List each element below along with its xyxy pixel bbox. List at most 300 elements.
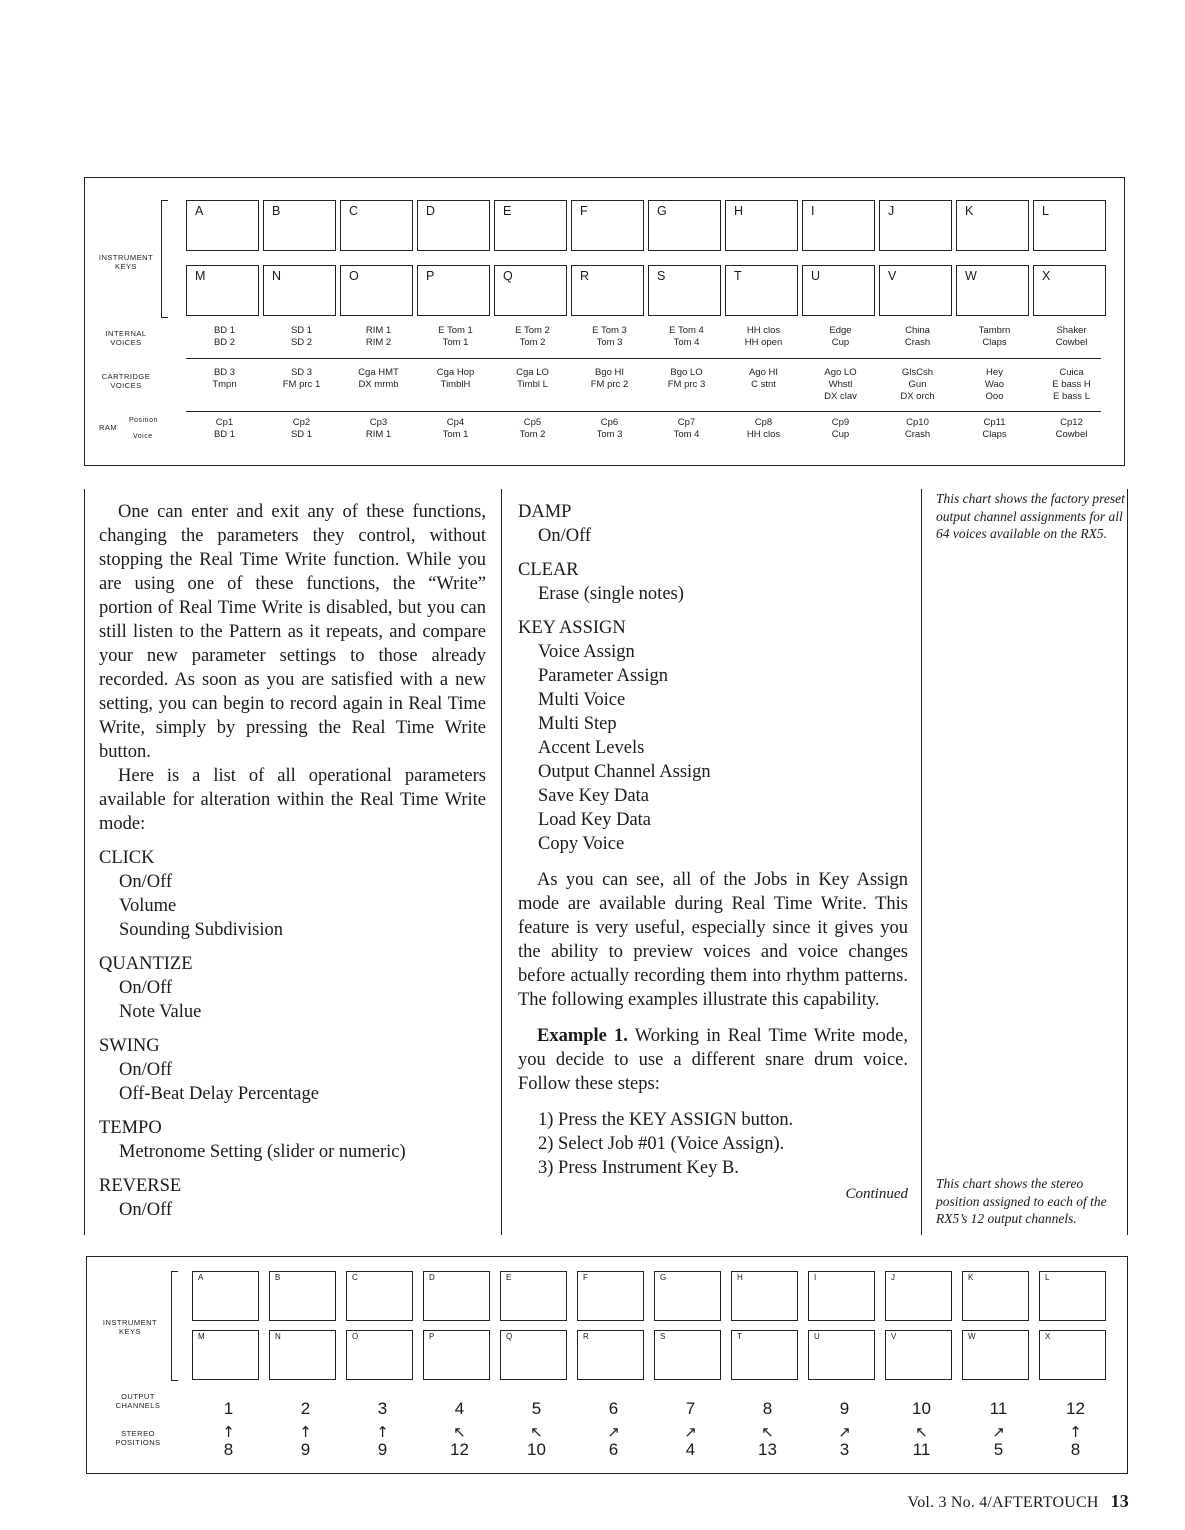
bottom-chart-caption: This chart shows the stereo position assigned to each of the RX5’s 12 output channels. [936, 1176, 1107, 1226]
key-letter: V [888, 269, 897, 283]
voice-cell [417, 417, 494, 441]
instrument-key [885, 1271, 952, 1321]
key-letter: V [891, 1332, 897, 1341]
voice-name: Hey [986, 367, 1003, 378]
parameter-item: Copy Voice [538, 834, 625, 854]
parameter-group [518, 558, 908, 606]
ram-voice: SD 1 [290, 428, 313, 440]
middle-column [518, 500, 908, 1206]
voice-name: Claps [982, 336, 1007, 348]
instrument-key [654, 1330, 721, 1380]
ram-position: Cp6 [600, 417, 619, 428]
parameter-item: Output Channel Assign [538, 762, 711, 782]
parameter-item: Note Value [119, 1002, 202, 1022]
voice-cell [802, 367, 879, 403]
internal-voices-row [186, 325, 1110, 349]
parameter-item: Erase (single notes) [538, 584, 684, 604]
voice-name: Cga Hop [436, 367, 475, 378]
page-number: 13 [1110, 1491, 1129, 1511]
voice-name: E bass H [1052, 378, 1091, 390]
voice-name: Tom 4 [673, 336, 700, 348]
voice-name: Crash [904, 336, 931, 348]
voice-name: E Tom 3 [592, 325, 627, 336]
voice-cell [956, 325, 1033, 349]
ram-voice: RIM 1 [365, 428, 392, 440]
voice-name: Timbl L [517, 378, 548, 390]
channel-number: 10 [912, 1399, 931, 1418]
continued-label: Continued [845, 1186, 908, 1202]
key-letter: N [272, 269, 282, 283]
stereo-position: 4 [685, 1440, 696, 1459]
cartridge-voices-row [186, 367, 1110, 403]
voice-name: Cup [831, 336, 850, 348]
paragraph: Here is a list of all operational parameters available for alteration within the Real Time Write mode: [99, 766, 486, 834]
key-letter: D [426, 204, 436, 218]
voice-name: Cga HMT [358, 367, 399, 378]
parameter-group [99, 846, 486, 942]
ram-position: Cp2 [292, 417, 311, 428]
stereo-arrow-icon: ↗ [684, 1423, 697, 1441]
instrument-key [571, 200, 644, 251]
key-letter: H [737, 1273, 743, 1282]
stereo-position-chart [86, 1256, 1128, 1474]
voice-name: FM prc 1 [282, 378, 321, 390]
instrument-key [269, 1330, 336, 1380]
instrument-key [269, 1271, 336, 1321]
voice-cell [879, 367, 956, 403]
voice-cell [417, 325, 494, 349]
voice-cell [956, 367, 1033, 403]
output-channels-row [190, 1399, 1114, 1419]
parameter-list [518, 500, 908, 856]
ram-voice: Claps [982, 428, 1007, 440]
parameter-item: Metronome Setting (slider or numeric) [119, 1142, 406, 1162]
instrument-key [577, 1330, 644, 1380]
parameter-item: On/Off [538, 526, 592, 546]
voice-cell [1033, 367, 1110, 403]
output-channels-label: OUTPUT CHANNELS [115, 1392, 161, 1410]
stereo-arrow-icon: ↖ [761, 1423, 774, 1441]
voice-name: GlsCsh [901, 367, 934, 378]
voice-name: DX clav [824, 390, 857, 402]
ram-voice: Crash [904, 428, 931, 440]
voice-name: DX orch [900, 390, 935, 402]
voice-name: BD 1 [213, 325, 236, 336]
channel-number: 3 [377, 1399, 388, 1418]
instrument-key [571, 265, 644, 316]
key-letter: F [583, 1273, 588, 1282]
voice-name: Bgo LO [670, 367, 703, 378]
left-column [99, 500, 486, 1222]
voice-name: BD 3 [213, 367, 236, 378]
stereo-position: 5 [993, 1440, 1004, 1459]
channel-number: 12 [1066, 1399, 1085, 1418]
ram-position: Cp10 [906, 417, 929, 428]
stereo-arrow-icon: ↖ [915, 1423, 928, 1441]
voice-name: E bass L [1053, 390, 1090, 402]
ram-position: Cp7 [677, 417, 696, 428]
voice-cell [802, 417, 879, 441]
key-letter: K [968, 1273, 974, 1282]
ram-position: Cp11 [983, 417, 1006, 428]
instrument-key [879, 265, 952, 316]
channel-number: 9 [839, 1399, 850, 1418]
voice-name: RIM 2 [365, 336, 392, 348]
instrument-key [802, 200, 875, 251]
instrument-key [1033, 200, 1106, 251]
instrument-key [885, 1330, 952, 1380]
voice-cell [263, 325, 340, 349]
voice-cell [340, 367, 417, 403]
instrument-key [186, 200, 259, 251]
instrument-key [962, 1330, 1029, 1380]
parameter-item: Save Key Data [538, 786, 649, 806]
voice-cell [725, 325, 802, 349]
instrument-key [956, 265, 1029, 316]
key-letter: B [272, 204, 281, 218]
voice-name: Bgo HI [594, 367, 625, 378]
stereo-position: 10 [527, 1440, 546, 1459]
ram-position: Cp5 [523, 417, 542, 428]
example-paragraph [518, 1024, 908, 1096]
stereo-position: 8 [1070, 1440, 1081, 1459]
voice-cell [648, 417, 725, 441]
ram-voices-row [186, 417, 1110, 441]
voice-name: RIM 1 [365, 325, 392, 336]
ram-label: RAM [99, 423, 118, 432]
voice-name: Tambrn [978, 325, 1011, 336]
key-letter: N [275, 1332, 281, 1341]
key-letter: P [426, 269, 435, 283]
voice-name: Wao [984, 378, 1005, 390]
keys-brace [171, 1271, 178, 1381]
key-letter: S [657, 269, 666, 283]
voice-name: C stnt [751, 378, 776, 390]
instrument-key [802, 265, 875, 316]
internal-voices-label: INTERNAL VOICES [105, 329, 147, 347]
voice-cell [725, 417, 802, 441]
voice-cell [494, 325, 571, 349]
ram-voice: BD 1 [213, 428, 236, 440]
keys-brace [161, 200, 168, 318]
divider [186, 411, 1101, 412]
key-letter: D [429, 1273, 435, 1282]
instrument-key [808, 1271, 875, 1321]
stereo-arrow-icon: ↑ [222, 1423, 235, 1441]
example-title: Example 1. [537, 1026, 628, 1046]
paragraph: One can enter and exit any of these functions, changing the parameters they control, without stopping the Real Time Write function. While you are using one of these functions, the “Write” portion of Real Time Write is disabled, but you can still listen to the Pattern as it repeats, and compare your new parameter settings to those already recorded. As soon as you are satisfied with a new setting, you can begin to record again in Real Time Write, simply by pressing the Real Time Write button. [99, 502, 486, 762]
voice-cell [571, 325, 648, 349]
voice-name: FM prc 3 [667, 378, 706, 390]
voice-name: China [905, 325, 930, 336]
parameter-list [99, 846, 486, 1222]
instrument-key [192, 1330, 259, 1380]
instrument-keys-row-2 [192, 1330, 1106, 1380]
parameter-heading: CLICK [99, 848, 155, 868]
stereo-position: 12 [450, 1440, 469, 1459]
parameter-item: On/Off [119, 872, 173, 892]
instrument-key [494, 265, 567, 316]
key-letter: T [734, 269, 742, 283]
instrument-key [192, 1271, 259, 1321]
key-letter: E [503, 204, 512, 218]
ram-voice: HH clos [746, 428, 781, 440]
page-footer [908, 1491, 1129, 1512]
key-letter: G [657, 204, 667, 218]
ram-position: Cp3 [369, 417, 388, 428]
voice-cell [879, 417, 956, 441]
column-rule-far-right [1127, 489, 1128, 1235]
voice-name: HH clos [746, 325, 781, 336]
stereo-arrow-icon: ↗ [992, 1423, 1005, 1441]
voice-name: Ago HI [748, 367, 779, 378]
stereo-arrow-icon: ↑ [1069, 1423, 1082, 1441]
voice-name: HH open [744, 336, 783, 348]
parameter-group [518, 500, 908, 548]
voice-name: E Tom 1 [438, 325, 473, 336]
key-letter: L [1045, 1273, 1050, 1282]
key-letter: B [275, 1273, 281, 1282]
key-letter: G [660, 1273, 667, 1282]
instrument-key [494, 200, 567, 251]
stereo-arrow-icon: ↑ [299, 1423, 312, 1441]
key-letter: P [429, 1332, 435, 1341]
voice-name: Tom 3 [596, 336, 623, 348]
voice-cell [417, 367, 494, 403]
parameter-group [99, 1116, 486, 1164]
parameter-item: Accent Levels [538, 738, 645, 758]
issue-label: Vol. 3 No. 4/AFTERTOUCH [907, 1494, 1099, 1511]
instrument-key [417, 200, 490, 251]
channel-number: 2 [300, 1399, 311, 1418]
instrument-keys-label: INSTRUMENT KEYS [98, 253, 154, 271]
instrument-key [186, 265, 259, 316]
voice-name: SD 2 [290, 336, 313, 348]
parameter-item: On/Off [119, 1060, 173, 1080]
instrument-key [648, 265, 721, 316]
key-letter: C [352, 1273, 358, 1282]
instrument-key [346, 1330, 413, 1380]
key-letter: R [580, 269, 590, 283]
voice-name: DX mrmb [358, 378, 399, 390]
instrument-key [1039, 1271, 1106, 1321]
stereo-position: 6 [608, 1440, 619, 1459]
parameter-heading: QUANTIZE [99, 954, 193, 974]
voice-assignment-chart [84, 177, 1125, 466]
key-letter: U [811, 269, 821, 283]
key-letter: O [349, 269, 359, 283]
instrument-key [648, 200, 721, 251]
instrument-key [731, 1271, 798, 1321]
parameter-group [99, 1034, 486, 1106]
key-letter: X [1042, 269, 1051, 283]
steps-list [518, 1108, 908, 1180]
ram-voice: Cup [831, 428, 850, 440]
key-letter: I [814, 1273, 817, 1282]
instrument-key [962, 1271, 1029, 1321]
key-letter: M [195, 269, 206, 283]
instrument-key [340, 200, 413, 251]
stereo-arrow-icon: ↗ [838, 1423, 851, 1441]
column-rule-middle [501, 489, 502, 1235]
ram-position: Cp1 [215, 417, 234, 428]
parameter-item: On/Off [119, 1200, 173, 1220]
voice-cell [956, 417, 1033, 441]
parameter-item: Parameter Assign [538, 666, 668, 686]
channel-number: 11 [989, 1399, 1008, 1418]
voice-name: Ooo [985, 390, 1004, 402]
key-letter: A [195, 204, 204, 218]
key-letter: W [965, 269, 977, 283]
stereo-positions-row [190, 1440, 1114, 1460]
parameter-heading: SWING [99, 1036, 160, 1056]
voice-cell [571, 417, 648, 441]
stereo-position: 9 [377, 1440, 388, 1459]
instrument-key [731, 1330, 798, 1380]
ram-voice: Tom 1 [442, 428, 469, 440]
key-letter: U [814, 1332, 820, 1341]
key-letter: J [888, 204, 895, 218]
voice-name: FM prc 2 [590, 378, 629, 390]
parameter-group [518, 616, 908, 856]
stereo-arrow-icon: ↗ [607, 1423, 620, 1441]
parameter-group [99, 1174, 486, 1222]
column-rule-left [84, 489, 85, 1235]
key-letter: X [1045, 1332, 1051, 1341]
instrument-key [423, 1271, 490, 1321]
voice-cell [1033, 417, 1110, 441]
stereo-arrow-icon: ↖ [530, 1423, 543, 1441]
voice-name: Edge [829, 325, 852, 336]
cartridge-voices-label: CARTRIDGE VOICES [101, 372, 151, 390]
parameter-item: Voice Assign [538, 642, 635, 662]
voice-name: Tmpn [212, 378, 237, 390]
instrument-key [879, 200, 952, 251]
voice-name: SD 3 [290, 367, 313, 378]
instrument-key [500, 1330, 567, 1380]
parameter-heading: DAMP [518, 502, 572, 522]
voice-name: Tom 2 [519, 336, 546, 348]
instrument-key [1039, 1330, 1106, 1380]
parameter-item: Sounding Subdivision [119, 920, 283, 940]
ram-voice: Cowbel [1055, 428, 1088, 440]
voice-cell [879, 325, 956, 349]
instrument-key [340, 265, 413, 316]
key-letter: S [660, 1332, 666, 1341]
parameter-heading: KEY ASSIGN [518, 618, 626, 638]
stereo-position: 11 [912, 1440, 931, 1459]
stereo-position: 13 [758, 1440, 777, 1459]
step-item: 3) Press Instrument Key B. [538, 1158, 739, 1178]
instrument-key [500, 1271, 567, 1321]
parameter-item: Load Key Data [538, 810, 652, 830]
stereo-arrow-icon: ↖ [453, 1423, 466, 1441]
channel-number: 1 [223, 1399, 234, 1418]
channel-number: 8 [762, 1399, 773, 1418]
channel-number: 7 [685, 1399, 696, 1418]
voice-cell [263, 367, 340, 403]
paragraph: As you can see, all of the Jobs in Key Assign mode are available during Real Time Write. This feature is very useful, especially since it gives you the ability to preview voices and voice changes before actually recording them into rhythm patterns. The following examples illustrate this capability. [518, 870, 908, 1010]
voice-name: Tom 1 [442, 336, 469, 348]
parameter-item: Volume [119, 896, 177, 916]
key-letter: H [734, 204, 744, 218]
parameter-heading: CLEAR [518, 560, 579, 580]
instrument-key [577, 1271, 644, 1321]
voice-name: TimblH [440, 378, 471, 390]
channel-number: 6 [608, 1399, 619, 1418]
instrument-key [263, 265, 336, 316]
instrument-key [725, 265, 798, 316]
voice-cell [571, 367, 648, 403]
instrument-keys-row-1 [186, 200, 1106, 251]
parameter-item: Multi Voice [538, 690, 626, 710]
key-letter: Q [506, 1332, 513, 1341]
voice-cell [494, 417, 571, 441]
instrument-key [956, 200, 1029, 251]
key-letter: K [965, 204, 974, 218]
voice-cell [186, 417, 263, 441]
instrument-keys-row-1 [192, 1271, 1106, 1321]
stereo-position: 9 [300, 1440, 311, 1459]
key-letter: J [891, 1273, 895, 1282]
parameter-item: Multi Step [538, 714, 617, 734]
parameter-group [99, 952, 486, 1024]
key-letter: F [580, 204, 588, 218]
voice-cell [186, 367, 263, 403]
stereo-arrows-row [190, 1424, 1114, 1440]
key-letter: M [198, 1332, 205, 1341]
ram-voice: Tom 4 [673, 428, 700, 440]
key-letter: Q [503, 269, 513, 283]
voice-cell [494, 367, 571, 403]
example-text: Working in Real Time Write mode, you decide to use a different snare drum voice. Follow these steps: [518, 1026, 909, 1094]
divider [186, 358, 1101, 359]
instrument-key [263, 200, 336, 251]
voice-name: BD 2 [213, 336, 236, 348]
ram-voice-label: Voice [133, 433, 153, 440]
key-letter: O [352, 1332, 359, 1341]
column-rule-right [921, 489, 922, 1235]
voice-cell [648, 325, 725, 349]
voice-cell [263, 417, 340, 441]
voice-name: Shaker [1056, 325, 1087, 336]
ram-position: Cp8 [754, 417, 773, 428]
ram-voice: Tom 3 [596, 428, 623, 440]
voice-name: Whstl [828, 378, 853, 390]
key-letter: I [811, 204, 815, 218]
channel-number: 4 [454, 1399, 465, 1418]
parameter-item: On/Off [119, 978, 173, 998]
instrument-key [417, 265, 490, 316]
stereo-arrow-icon: ↑ [376, 1423, 389, 1441]
step-item: 1) Press the KEY ASSIGN button. [538, 1110, 794, 1130]
parameter-heading: TEMPO [99, 1118, 162, 1138]
channel-number: 5 [531, 1399, 542, 1418]
voice-name: SD 1 [290, 325, 313, 336]
stereo-position: 3 [839, 1440, 850, 1459]
stereo-position: 8 [223, 1440, 234, 1459]
key-letter: R [583, 1332, 589, 1341]
instrument-key [808, 1330, 875, 1380]
voice-cell [340, 325, 417, 349]
step-item: 2) Select Job #01 (Voice Assign). [538, 1134, 785, 1154]
instrument-key [423, 1330, 490, 1380]
instrument-key [654, 1271, 721, 1321]
instrument-keys-row-2 [186, 265, 1106, 316]
key-letter: T [737, 1332, 742, 1341]
instrument-key [346, 1271, 413, 1321]
instrument-key [1033, 265, 1106, 316]
